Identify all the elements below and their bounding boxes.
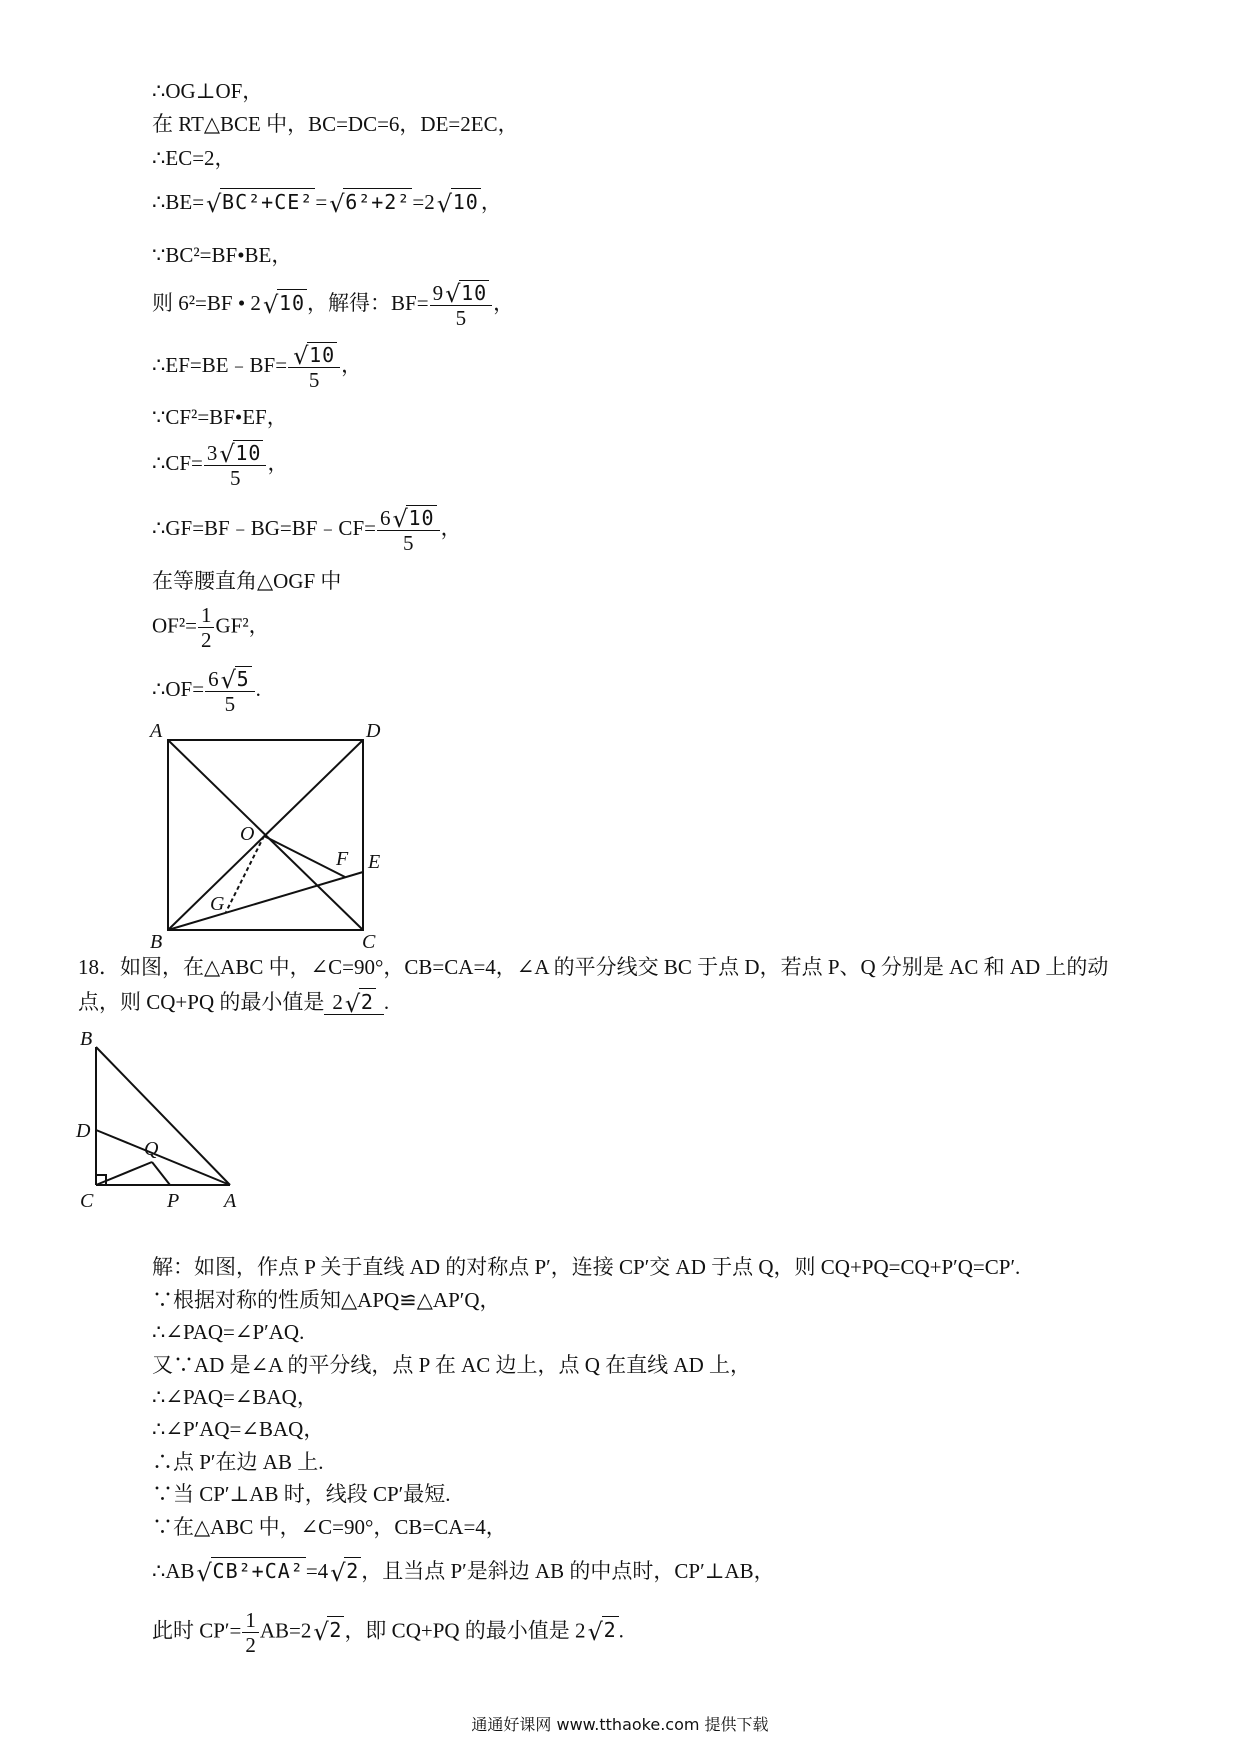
solution-formula-line: ∴AB √ CB²+CA²=4 √ 2，且当点 P′是斜边 AB 的中点时，CP′⊥AB， [152,1559,775,1587]
point-label-g: G [210,893,225,915]
point-label-e: E [368,851,381,873]
formula-line: ∴OF= 6 √ 5 5 . [152,666,261,716]
solution-line: ∵当 CP′⊥AB 时，线段 CP′最短. [152,1482,451,1506]
geometry-figure-triangle [70,1025,250,1210]
solution-line: ∴∠PAQ=∠BAQ， [152,1385,318,1409]
segment-og [226,836,264,912]
point-label-a: A [224,1190,237,1210]
text-line: ∵CF²=BF•EF， [152,405,288,429]
fraction: 9 √ 10 5 [430,280,493,330]
segment-cq [96,1162,152,1185]
text-line: ∴EC=2， [152,146,236,170]
solution-formula-line: 此时 CP′= $\frac{1}{2}$ AB=2 √ 2，即 CQ+PQ 的最小值是 2 √ 2. [152,1608,624,1657]
segment-of [264,836,345,877]
formula-line: ∴BE= √ BC²+CE²= √ 6²+2²=2 √ 10， [152,190,502,218]
formula-line: ∴GF=BF﹣BG=BF﹣CF= 6 √ 10 5 ， [152,505,462,555]
formula-line: 则 6²=BF • 2 √ 10，解得：BF= 9 √ 10 5 ， [152,280,515,330]
page-footer: 通通好课网 www.tthaoke.com 提供下载 [471,1715,769,1734]
segment-qp [152,1162,170,1185]
solution-line: 又∵AD 是∠A 的平分线，点 P 在 AC 边上，点 Q 在直线 AD 上， [152,1353,752,1377]
point-label-a: A [150,720,163,742]
formula-line: ∴EF=BE﹣BF= √ 10 5 ， [152,342,363,392]
point-label-b: B [150,931,163,953]
point-label-d: D [76,1120,91,1142]
point-label-o: O [240,823,255,845]
solution-line: 解：如图，作点 P 关于直线 AD 的对称点 P′，连接 CP′交 AD 于点 Q，则 CQ+PQ=CQ+P′Q=CP′. [152,1255,1021,1279]
solution-line: ∵根据对称的性质知△APQ≌△AP′Q， [152,1288,501,1312]
sqrt-expression: √ 10 [436,190,479,218]
solution-line: ∴∠P′AQ=∠BAQ， [152,1417,325,1441]
fraction: $\frac{1}{2}$ [198,603,215,652]
text-line: 在等腰直角△OGF 中 [152,569,342,593]
sqrt-expression: √ 2 [330,1559,360,1587]
point-label-f: F [336,848,349,870]
text-line: ∵BC²=BF•BE， [152,243,293,267]
point-label-p: P [167,1190,180,1210]
geometry-figure-square [140,720,410,960]
fraction: 3 √ 10 5 [204,440,267,490]
sqrt-expression: √ 2 [313,1618,343,1647]
point-label-q: Q [144,1138,159,1160]
question-18-line1: 18．如图，在△ABC 中，∠C=90°，CB=CA=4，∠A 的平分线交 BC 于点 D，若点 P、Q 分别是 AC 和 AD 上的动 [78,955,1109,979]
fraction: 6 √ 5 5 [205,666,255,716]
fraction: 6 √ 10 5 [377,505,440,555]
solution-line: ∴∠PAQ=∠P′AQ. [152,1320,305,1344]
sqrt-expression: √ BC²+CE² [206,190,314,218]
text-line: 在 RT△BCE 中，BC=DC=6，DE=2EC， [152,112,519,136]
sqrt-expression: √ 10 [262,290,306,319]
formula-line: OF²= $\frac{1}{2}$ GF²， [152,603,270,652]
point-label-c: C [80,1190,94,1210]
solution-line: ∵在△ABC 中，∠C=90°，CB=CA=4， [152,1515,507,1539]
point-label-d: D [366,720,381,742]
text-line: ∴OG⊥OF， [152,79,264,103]
point-label-b: B [80,1028,93,1050]
sqrt-expression: √ CB²+CA² [196,1559,304,1587]
answer-blank: 2 √ 2 [324,990,384,1015]
fraction: $\frac{1}{2}$ [242,1608,259,1657]
question-18-line2: 点，则 CQ+PQ 的最小值是 2 √ 2 . [78,990,390,1018]
formula-line: ∴CF= 3 √ 10 5 ， [152,440,289,490]
sqrt-expression: √ 2 [587,1618,617,1647]
side-ab [96,1047,230,1185]
solution-line: ∴点 P′在边 AB 上. [152,1450,324,1474]
sqrt-expression: √ 6²+2² [329,190,411,218]
point-label-c: C [362,931,376,953]
fraction: √ 10 5 [288,342,340,392]
